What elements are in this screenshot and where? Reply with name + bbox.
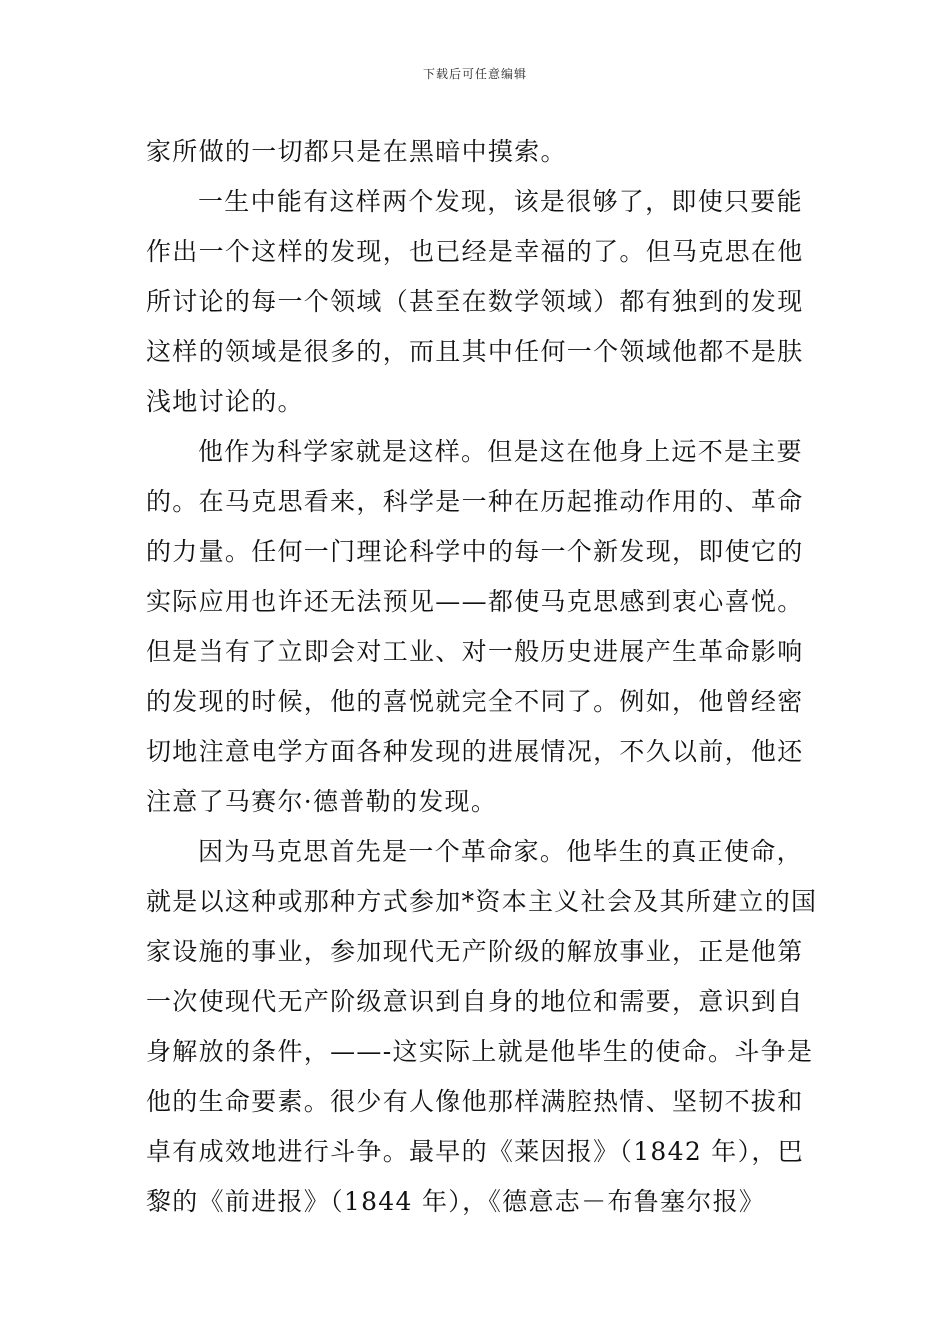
text-line: 的力量。任何一门理论科学中的每一个新发现，即使它的 [146,537,804,566]
text-line: 但是当有了立即会对工业、对一般历史进展产生革命影响 [146,637,804,666]
text-line: 就是以这种或那种方式参加*资本主义社会及其所建立的国 [146,887,818,916]
text-line: 黎的《前进报》（1844 年），《德意志－布鲁塞尔报》 [146,1187,766,1216]
text-line: 他的生命要素。很少有人像他那样满腔热情、坚韧不拔和 [146,1087,804,1116]
text-line: 身解放的条件，——-这实际上就是他毕生的使命。斗争是 [146,1037,814,1066]
text-line: 一次使现代无产阶级意识到自身的地位和需要，意识到自 [146,987,804,1016]
text-line: 的。在马克思看来，科学是一种在历起推动作用的、革命 [146,487,804,516]
paragraph-4 [146,827,818,1227]
text-line: 他作为科学家就是这样。但是这在他身上远不是主要 [198,437,803,466]
text-line: 所讨论的每一个领域（甚至在数学领域）都有独到的发现 [146,287,804,316]
text-line: 实际应用也许还无法预见——都使马克思感到衷心喜悦。 [146,587,804,616]
text-line: 这样的领域是很多的，而且其中任何一个领域他都不是肤 [146,337,804,366]
page-header: 下载后可任意编辑 [422,67,527,81]
text-line: 的发现的时候，他的喜悦就完全不同了。例如，他曾经密 [146,687,804,716]
paragraph-3 [146,427,806,827]
text-line: 作出一个这样的发现，也已经是幸福的了。但马克思在他 [146,237,804,266]
text-line: 家设施的事业，参加现代无产阶级的解放事业，正是他第 [146,937,804,966]
text-line: 浅地讨论的。 [146,387,304,416]
document-body [146,127,818,1227]
text-line: 家所做的一切都只是在黑暗中摸索。 [146,137,567,166]
paragraph-1 [146,127,806,177]
text-line: 注意了马赛尔·德普勒的发现。 [146,787,498,816]
text-line: 一生中能有这样两个发现，该是很够了，即使只要能 [198,187,803,216]
text-line: 切地注意电学方面各种发现的进展情况，不久以前，他还 [146,737,804,766]
text-line: 卓有成效地进行斗争。最早的《莱因报》（1842 年），巴 [146,1137,804,1166]
paragraph-2 [146,177,806,427]
text-line: 因为马克思首先是一个革命家。他毕生的真正使命， [198,837,803,866]
